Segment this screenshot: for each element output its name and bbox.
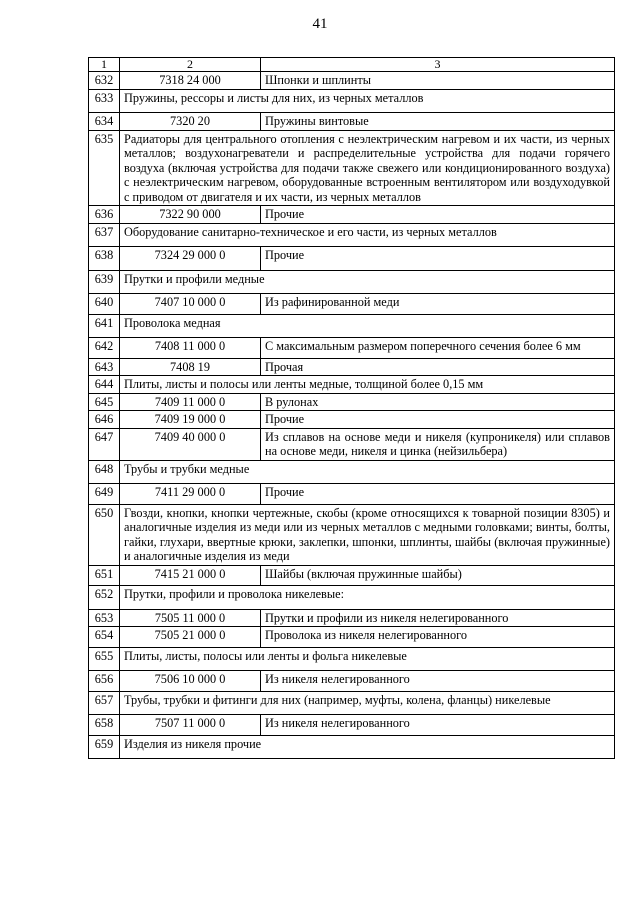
table-row [89,565,615,586]
item-description: Прочие [261,247,615,271]
tn-ved-code: 7411 29 000 0 [120,484,261,505]
row-number: 658 [89,715,120,736]
table-row [89,358,615,376]
table-row [89,609,615,627]
table-row [89,206,615,224]
group-description: Плиты, листы и полосы или ленты медные, толщиной более 0,15 мм [120,376,615,394]
table-row [89,504,615,565]
item-description: Шайбы (включая пружинные шайбы) [261,565,615,586]
table-row [89,72,615,90]
table-row [89,247,615,271]
group-description: Прутки, профили и проволока никелевые: [120,586,615,610]
header-col-1: 1 [89,58,120,72]
item-description: Шпонки и шплинты [261,72,615,90]
table-row [89,460,615,484]
table-header-row [89,58,615,72]
tn-ved-code: 7409 19 000 0 [120,411,261,429]
item-description: Прочие [261,411,615,429]
item-description: В рулонах [261,393,615,411]
item-description: Пружины винтовые [261,113,615,131]
table-row [89,338,615,359]
row-number: 641 [89,314,120,338]
table-row [89,428,615,460]
row-number: 633 [89,89,120,113]
page-number: 41 [312,16,328,32]
row-number: 650 [89,504,120,565]
row-number: 643 [89,358,120,376]
item-description: Проволока из никеля нелегированного [261,627,615,648]
row-number: 639 [89,270,120,294]
row-number: 646 [89,411,120,429]
row-number: 645 [89,393,120,411]
item-description: Из рафинированной меди [261,294,615,315]
table-row [89,314,615,338]
tn-ved-code: 7322 90 000 [120,206,261,224]
table-row [89,715,615,736]
row-number: 638 [89,247,120,271]
row-number: 632 [89,72,120,90]
tn-ved-code: 7505 11 000 0 [120,609,261,627]
row-number: 654 [89,627,120,648]
group-description: Плиты, листы, полосы или ленты и фольга никелевые [120,647,615,671]
table-row [89,393,615,411]
row-number: 651 [89,565,120,586]
row-number: 648 [89,460,120,484]
row-number: 647 [89,428,120,460]
table-row [89,671,615,692]
table-row [89,411,615,429]
customs-code-table [88,57,615,759]
header-col-2: 2 [120,58,261,72]
row-number: 656 [89,671,120,692]
row-number: 659 [89,735,120,759]
row-number: 634 [89,113,120,131]
item-description: Из никеля нелегированного [261,715,615,736]
tn-ved-code: 7318 24 000 [120,72,261,90]
table-row [89,691,615,715]
row-number: 652 [89,586,120,610]
table-row [89,270,615,294]
item-description: Прочие [261,206,615,224]
row-number: 637 [89,223,120,247]
table-row [89,113,615,131]
table-row [89,484,615,505]
row-number: 657 [89,691,120,715]
group-description: Проволока медная [120,314,615,338]
item-description: Из никеля нелегированного [261,671,615,692]
table-row [89,586,615,610]
table-row [89,647,615,671]
table-row [89,735,615,759]
group-description: Пружины, рессоры и листы для них, из черных металлов [120,89,615,113]
header-col-3: 3 [261,58,615,72]
group-description: Изделия из никеля прочие [120,735,615,759]
item-description: Прочие [261,484,615,505]
table-row [89,294,615,315]
item-description: С максимальным размером поперечного сечения более 6 мм [261,338,615,359]
row-number: 640 [89,294,120,315]
tn-ved-code: 7415 21 000 0 [120,565,261,586]
table-row [89,89,615,113]
tn-ved-code: 7507 11 000 0 [120,715,261,736]
table-row [89,627,615,648]
group-description: Оборудование санитарно-техническое и его части, из черных металлов [120,223,615,247]
row-number: 635 [89,130,120,206]
item-description: Прочая [261,358,615,376]
tn-ved-code: 7408 11 000 0 [120,338,261,359]
group-description: Трубы, трубки и фитинги для них (например, муфты, колена, фланцы) никелевые [120,691,615,715]
tn-ved-code: 7506 10 000 0 [120,671,261,692]
tn-ved-code: 7505 21 000 0 [120,627,261,648]
row-number: 636 [89,206,120,224]
row-number: 649 [89,484,120,505]
item-description: Прутки и профили из никеля нелегированного [261,609,615,627]
group-description: Прутки и профили медные [120,270,615,294]
row-number: 644 [89,376,120,394]
tn-ved-code: 7409 11 000 0 [120,393,261,411]
tn-ved-code: 7324 29 000 0 [120,247,261,271]
tn-ved-code: 7408 19 [120,358,261,376]
group-description: Трубы и трубки медные [120,460,615,484]
table-row [89,376,615,394]
tn-ved-code: 7409 40 000 0 [120,428,261,460]
group-description: Гвозди, кнопки, кнопки чертежные, скобы (кроме относящихся к товарной позиции 8305) и аналогичные изделия из меди или из черных металлов с медными головками; винты, болты, гайки, глухари, ввертные крюки, заклепки, шпонки, шплинты, шайбы (включая пружинные) и аналогичные изделия из меди [120,504,615,565]
row-number: 655 [89,647,120,671]
row-number: 642 [89,338,120,359]
item-description: Из сплавов на основе меди и никеля (купроникеля) или сплавов на основе меди, никеля и цинка (нейзильбера) [261,428,615,460]
row-number: 653 [89,609,120,627]
group-description: Радиаторы для центрального отопления с неэлектрическим нагревом и их части, из черных металлов; воздухонагреватели и распределительные устройства для подачи горячего воздуха (включая устройства для подачи также свежего или кондиционированного воздуха) с неэлектрическим нагревом, оборудованные встроенным вентилятором или воздуходувкой с приводом от двигателя и их части, из черных металлов [120,130,615,206]
table-row [89,223,615,247]
tn-ved-code: 7320 20 [120,113,261,131]
table-row [89,130,615,206]
tn-ved-code: 7407 10 000 0 [120,294,261,315]
